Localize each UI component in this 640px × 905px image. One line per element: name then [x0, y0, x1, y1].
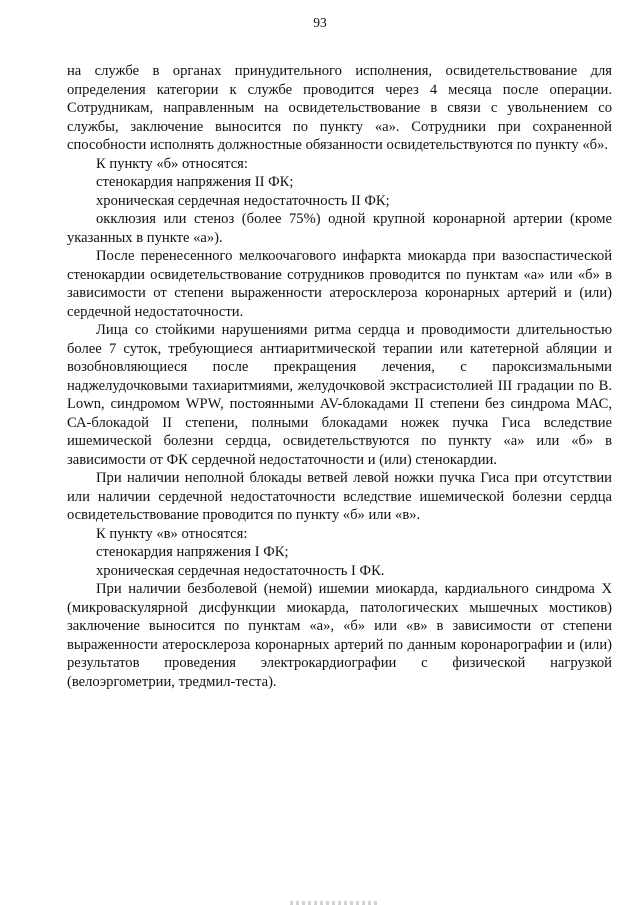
- page-number: 93: [313, 15, 327, 30]
- paragraph-ischemia: При наличии безболевой (немой) ишемии миокарда, кардиального синдрома X (микроваскулярной дисфункции миокарда, патологических мышечных мостиков) заключение выносится по пунктам «а», «б» или «в» в зависимости от степени выраженности атеросклероза коронарных артерий по данным коронарографии и (или) результатов проведения электрокардиографии с физической нагрузкой (велоэргометрии, тредмил-теста).: [67, 581, 612, 690]
- paragraph-continuation: на службе в органах принудительного исполнения, освидетельствование для определения категории к службе проводится через 4 месяца после операции. Сотрудникам, направленным на освидетельствование в связи с увольнением со службы, заключение выносится по пункту «а». Сотрудники при сохраненной способности исполнять должностные обязанности освидетельствуются по пункту «б».: [67, 63, 612, 153]
- document-body: [67, 62, 612, 691]
- scan-edge-artifact: [290, 901, 380, 905]
- list-heading-b: К пункту «б» относятся:: [96, 155, 248, 172]
- list-item-b-2: хроническая сердечная недостаточность II ФК;: [96, 192, 390, 209]
- paragraph-infarction: После перенесенного мелкоочагового инфаркта миокарда при вазоспастической стенокардии освидетельствование сотрудников проводится по пунктам «а» или «б» в зависимости от степени выраженности атеросклероза коронарных артерий и (или) сердечной недостаточности.: [67, 248, 612, 320]
- list-item-v-2: хроническая сердечная недостаточность I ФК.: [96, 562, 385, 579]
- paragraph-blockade: При наличии неполной блокады ветвей левой ножки пучка Гиса при отсутствии или наличии сердечной недостаточности вследствие ишемической болезни сердца освидетельствование проводится по пункту «б» или «в».: [67, 470, 612, 523]
- list-item-b-1: стенокардия напряжения II ФК;: [96, 174, 294, 190]
- list-heading-v: К пункту «в» относятся:: [96, 525, 248, 542]
- paragraph-arrhythmia: Лица со стойкими нарушениями ритма сердца и проводимости длительностью более 7 суток, требующиеся антиаритмической терапии или катетерной абляции и возобновляющиеся после прекращения лечения, с пароксизмальными наджелудочковыми тахиаритмиями, желудочковой экстрасистолией III градации по B. Lown, синдромом WPW, постоянными AV-блокадами II степени без синдрома МАС, СА-блокадой II степени, полными блокадами ножек пучка Гиса вследствие ишемической болезни сердца, освидетельствуются по пункту «а» или «б» в зависимости от ФК сердечной недостаточности и (или) стенокардии.: [67, 322, 612, 468]
- list-item-b-3: окклюзия или стеноз (более 75%) одной крупной коронарной артерии (кроме указанных в пункте «а»).: [67, 211, 612, 246]
- list-item-v-1: стенокардия напряжения I ФК;: [96, 544, 289, 560]
